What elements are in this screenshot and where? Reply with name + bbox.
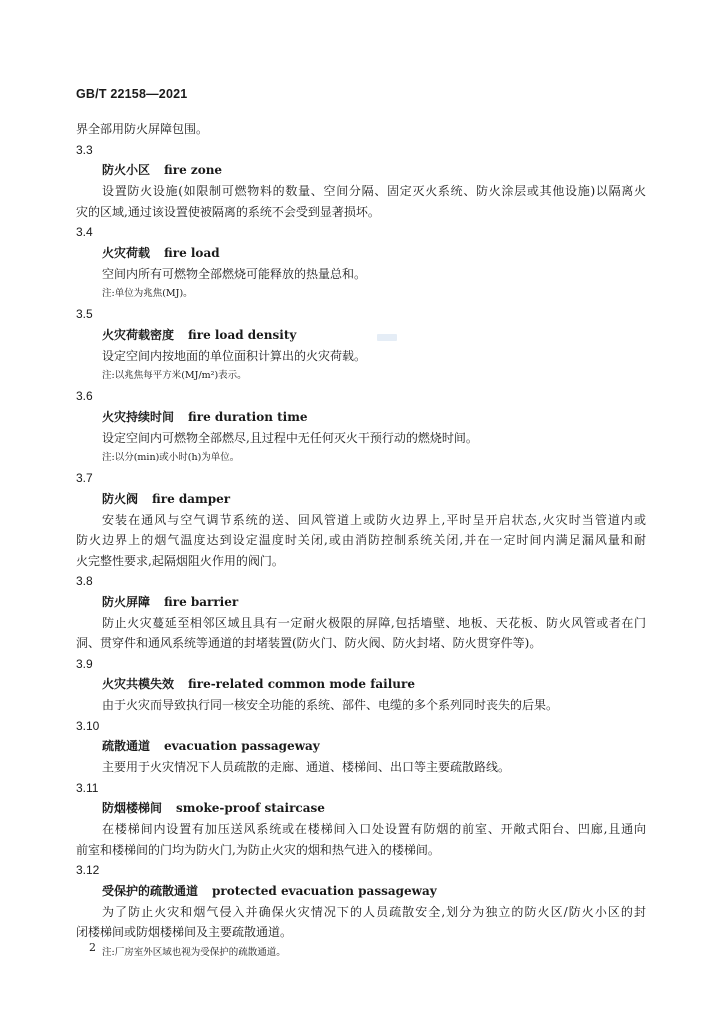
definition-text-continued: 前室和楼梯间的门均为防火门,为防止火灾的烟和热气进入的楼梯间。: [76, 842, 440, 857]
term-heading: [76, 881, 646, 902]
definition-text: 为了防止火灾和烟气侵入并确保火灾情况下的人员疏散安全,划分为独立的防火区/防火小区的封: [102, 904, 646, 919]
term-chinese: 火灾持续时间: [102, 409, 175, 424]
term-heading: [76, 325, 646, 346]
clause-number: 3.8: [76, 574, 93, 588]
definition-text: 空间内所有可燃物全部燃烧可能释放的热量总和。: [102, 266, 367, 281]
term-chinese: 防烟楼梯间: [102, 801, 163, 815]
note-text: 注:单位为兆焦(MJ)。: [102, 288, 193, 299]
definition-text-continued: 洞、贯穿件和通风系统等通道的封堵装置(防火门、防火阀、防火封堵、防火贯穿件等)。: [76, 636, 542, 650]
definition-text-continued: 防火边界上的烟气温度达到设定温度时关闭,或由消防控制系统关闭,并在一定时间内满足漏风量和耐: [76, 533, 646, 547]
definition-text: 防止火灾蔓延至相邻区域且具有一定耐火极限的屏障,包括墙壁、地板、天花板、防火风管或者在门: [102, 615, 646, 630]
term-english: evacuation passageway: [164, 739, 320, 753]
note-text: 注:厂房室外区域也视为受保护的疏散通道。: [102, 946, 286, 958]
term-english: fire-related common mode failure: [188, 677, 415, 691]
clause-number: 3.6: [76, 389, 93, 403]
clause-number: 3.4: [76, 225, 93, 239]
clause-number: 3.7: [76, 471, 93, 485]
term-english: smoke-proof staircase: [176, 801, 325, 815]
document-body: [76, 119, 646, 963]
definition-text: 设定空间内按地面的单位面积计算出的火灾荷载。: [102, 348, 367, 363]
term-english: fire damper: [152, 491, 231, 506]
definition-text: 由于火灾而导致执行同一核安全功能的系统、部件、电缆的多个系列同时丧失的后果。: [102, 698, 559, 712]
definition-text: 设置防火设施(如限制可燃物料的数量、空间分隔、固定灭火系统、防火涂层或其他设施)以隔离火: [102, 184, 646, 198]
definition-text: 安装在通风与空气调节系统的送、回风管道上或防火边界上,平时呈开启状态,火灾时当管道内或: [102, 512, 646, 527]
page-number: 2: [89, 941, 96, 954]
term-chinese: 受保护的疏散通道: [102, 883, 199, 898]
clause-number: 3.11: [76, 780, 99, 795]
term-chinese: 火灾共模失效: [102, 677, 175, 691]
clause-number: 3.3: [76, 142, 93, 157]
clause-number: 3.12: [76, 863, 100, 877]
term-heading: [76, 674, 646, 695]
term-english: protected evacuation passageway: [212, 883, 437, 898]
term-heading: [76, 798, 646, 819]
term-english: fire load: [164, 245, 220, 260]
term-english: fire duration time: [188, 409, 308, 424]
definition-text-continued: 闭楼梯间或防烟楼梯间及主要疏散通道。: [76, 925, 293, 939]
term-english: fire load density: [188, 327, 297, 342]
definition-text: 设定空间内可燃物全部燃尽,且过程中无任何灭火干预行动的燃烧时间。: [102, 430, 478, 445]
definition-text-continued: 界全部用防火屏障包围。: [76, 122, 209, 136]
term-heading: [76, 160, 646, 181]
definition-text: 在楼梯间内设置有加压送风系统或在楼梯间入口处设置有防烟的前室、开敞式阳台、凹廊,且通向: [102, 822, 646, 836]
term-heading: [76, 736, 646, 757]
clause-number: 3.10: [76, 718, 100, 733]
term-heading: [76, 489, 646, 510]
note-text: 注:以兆焦每平方米(MJ/m²)表示。: [102, 370, 247, 381]
clause-number: 3.5: [76, 307, 93, 321]
term-heading: [76, 243, 646, 264]
term-chinese: 疏散通道: [102, 739, 151, 753]
term-english: fire zone: [164, 163, 223, 177]
term-chinese: 防火小区: [102, 163, 151, 177]
term-chinese: 防火屏障: [102, 594, 151, 609]
term-heading: [76, 592, 646, 613]
term-chinese: 防火阀: [102, 491, 139, 506]
standard-code: GB/T 22158—2021: [76, 87, 188, 101]
note-text: 注:以分(min)或小时(h)为单位。: [102, 452, 240, 463]
clause-number: 3.9: [76, 656, 93, 671]
definition-text: 主要用于火灾情况下人员疏散的走廊、通道、楼梯间、出口等主要疏散路线。: [102, 760, 511, 774]
definition-text-continued: 火完整性要求,起隔烟阻火作用的阀门。: [76, 553, 284, 568]
term-english: fire barrier: [164, 594, 239, 609]
term-heading: [76, 407, 646, 428]
definition-text-continued: 灾的区域,通过该设置使被隔离的系统不会受到显著损坏。: [76, 204, 380, 219]
term-chinese: 火灾荷载密度: [102, 327, 175, 342]
term-chinese: 火灾荷载: [102, 245, 151, 260]
